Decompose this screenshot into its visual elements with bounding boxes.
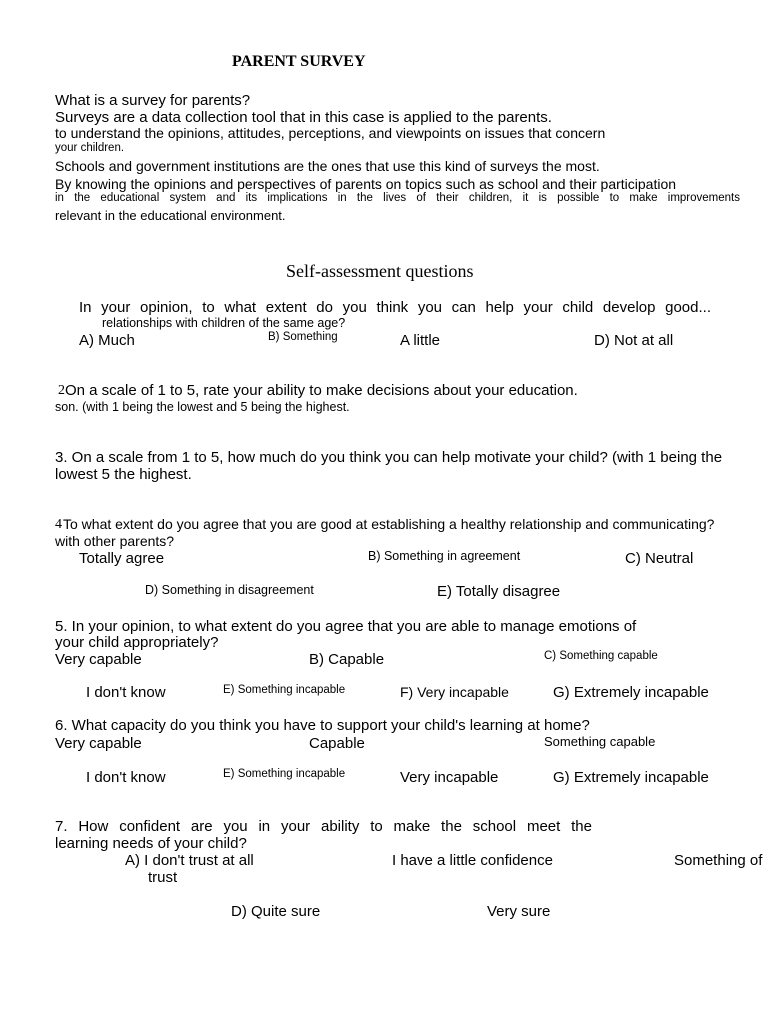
q6-option-g: G) Extremely incapable <box>553 769 709 786</box>
q1-text-cont: relationships with children of the same age? <box>102 316 346 330</box>
q4-text-cont: with other parents? <box>55 533 175 549</box>
q3-text-cont: lowest 5 the highest. <box>55 466 192 483</box>
q5-text-cont: your child appropriately? <box>55 634 219 651</box>
intro-line-3: to understand the opinions, attitudes, perceptions, and viewpoints on issues that concern <box>55 125 606 141</box>
q5-option-d: I don't know <box>86 684 166 701</box>
q7-text: 7. How confident are you in your ability to make the school meet the <box>55 818 592 835</box>
q4-number: 4 <box>55 517 62 532</box>
q5-option-e: E) Something incapable <box>223 684 346 696</box>
intro-line-8: relevant in the educational environment. <box>55 208 286 223</box>
q6-option-f: Very incapable <box>400 769 499 786</box>
q6-option-d: I don't know <box>86 769 166 786</box>
q4-option-e: E) Totally disagree <box>437 583 561 600</box>
q1-option-b: B) Something <box>268 331 338 343</box>
q7-text-cont: learning needs of your child? <box>55 835 247 852</box>
q4-text: To what extent do you agree that you are good at establishing a healthy relationship and communicating? <box>63 516 715 532</box>
q6-text: 6. What capacity do you think you have to support your child's learning at home? <box>55 717 590 734</box>
q5-option-f: F) Very incapable <box>400 684 509 700</box>
q5-option-c: C) Something capable <box>544 650 658 662</box>
q7-option-c-cont: trust <box>148 869 178 886</box>
intro-line-7: in the educational system and its implications in the lives of their children, it is possible to make improvements <box>55 192 740 204</box>
intro-line-5: Schools and government institutions are the ones that use this kind of surveys the most. <box>55 158 600 174</box>
q7-option-d: D) Quite sure <box>231 903 321 920</box>
q4-option-b: B) Something in agreement <box>368 549 521 563</box>
q4-option-a: Totally agree <box>79 550 165 567</box>
intro-line-1: What is a survey for parents? <box>55 92 251 109</box>
q2-text-cont: son. (with 1 being the lowest and 5 being the highest. <box>55 400 350 414</box>
q4-option-c: C) Neutral <box>625 550 694 567</box>
q5-option-g: G) Extremely incapable <box>553 684 709 701</box>
q4-option-d: D) Something in disagreement <box>145 583 314 597</box>
q5-option-b: B) Capable <box>309 651 385 668</box>
q7-option-b: I have a little confidence <box>392 852 553 869</box>
q3-text: 3. On a scale from 1 to 5, how much do you think you can help motivate your child? (with 1 being the <box>55 449 723 466</box>
q5-option-a: Very capable <box>55 651 142 668</box>
q6-option-a: Very capable <box>55 735 142 752</box>
intro-line-4: your children. <box>55 142 125 154</box>
intro-line-2: Surveys are a data collection tool that in this case is applied to the parents. <box>55 109 552 126</box>
q1-text: In your opinion, to what extent do you think you can help your child develop good... <box>79 299 711 316</box>
q2-number: 2 <box>58 383 65 398</box>
q5-text: 5. In your opinion, to what extent do you agree that you are able to manage emotions of <box>55 618 637 635</box>
q6-option-b: Capable <box>309 735 365 752</box>
q1-option-a: A) Much <box>79 332 135 349</box>
page-title: PARENT SURVEY <box>232 53 366 70</box>
q7-option-c: Something of <box>674 852 763 869</box>
section-title: Self-assessment questions <box>286 261 474 281</box>
q6-option-e: E) Something incapable <box>223 768 346 780</box>
q1-option-d: D) Not at all <box>594 332 674 349</box>
q6-option-c: Something capable <box>544 734 656 749</box>
q2-text: On a scale of 1 to 5, rate your ability to make decisions about your education. <box>65 382 578 399</box>
q7-option-a: A) I don't trust at all <box>125 852 254 869</box>
q1-option-c: A little <box>400 332 441 349</box>
q7-option-e: Very sure <box>487 903 551 920</box>
intro-line-6: By knowing the opinions and perspectives of parents on topics such as school and their participation <box>55 176 677 192</box>
